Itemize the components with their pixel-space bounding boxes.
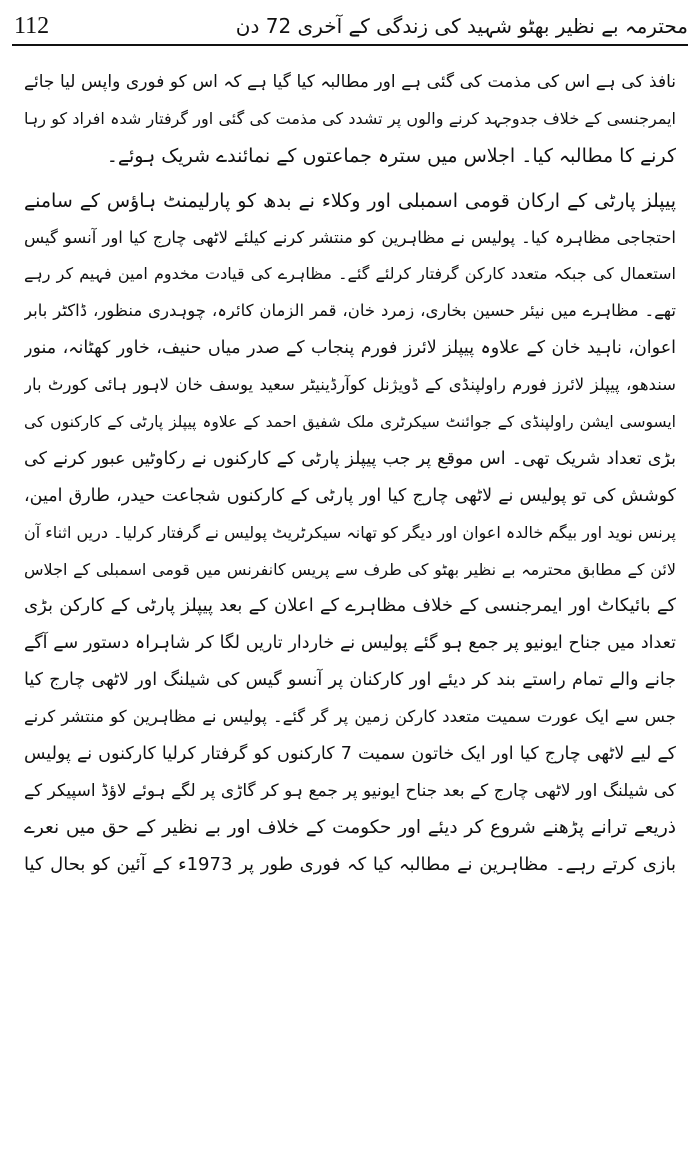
text-line: پرنس نوید اور بیگم خالدہ اعوان اور دیگر کو تھانہ سیکرٹریٹ پولیس نے گرفتار کرلیا۔ دریں اثناء آن <box>24 522 676 542</box>
paragraph-2 <box>24 183 676 884</box>
running-title: محترمہ بے نظیر بھٹو شہید کی زندگی کے آخری 72 دن <box>235 14 688 38</box>
text-line: استعمال کی جبکہ متعدد کارکن گرفتار کرلئے گئے۔ مظاہرے کی قیادت مخدوم امین فہیم کر رہے <box>24 264 676 284</box>
paragraph-gap <box>24 175 676 183</box>
page-header <box>14 6 688 46</box>
text-line: کی شیلنگ اور لاٹھی چارج کے بعد جناح ایونیو پر جمع ہو کر گاڑی پر لگے ہوئے لاؤڈ اسپیکر کے <box>24 780 676 801</box>
text-line: تعداد میں جناح ایونیو پر جمع ہو گئے پولیس نے خاردار تاریں لگا کر شاہراہ دستور سے آگے <box>24 633 676 654</box>
text-line: کے بائیکاٹ اور ایمرجنسی کے خلاف مظاہرے کے اعلان کے بعد پیپلز پارٹی کے کارکن بڑی <box>24 595 676 617</box>
page-number: 112 <box>14 13 50 39</box>
text-line: ذریعے ترانے پڑھنے شروع کر دیئے اور حکومت کے خلاف اور بے نظیر کے حق میں نعرے <box>24 816 676 838</box>
text-line: جانے والے تمام راستے بند کر دیئے اور کارکنان پر آنسو گیس کی شیلنگ اور لاٹھی چارج کیا <box>24 670 676 691</box>
text-line: بڑی تعداد شریک تھی۔ اس موقع پر جب پیپلز پارٹی کے کارکنوں نے رکاوٹیں عبور کرنے کی <box>24 448 676 469</box>
text-line: نافذ کی ہے اس کی مذمت کی گئی ہے اور مطالبہ کیا گیا ہے کہ اس کو فوری واپس لیا جائے <box>24 72 676 92</box>
header-rule <box>12 44 688 46</box>
text-line: کے لیے لاٹھی چارج کیا اور ایک خاتون سمیت 7 کارکنوں کو گرفتار کرلیا کارکنوں نے پولیس <box>24 744 676 765</box>
text-line: اعوان، ناہید خان کے علاوہ پیپلز لائرز فورم پنجاب کے صدر میاں حنیف، خاور کھٹانہ، منور <box>24 338 676 359</box>
text-line: کوشش کی تو پولیس نے لاٹھی چارج کیا اور پارٹی کے کارکنوں شجاعت حیدر، طارق امین، <box>24 485 676 506</box>
text-line: ایسوسی ایشن راولپنڈی کے جوائنٹ سیکرٹری ملک شفیق احمد کے علاوہ پیپلز پارٹی کے کارکنوں کی <box>24 413 676 432</box>
text-line: ایمرجنسی کے خلاف جدوجہد کرنے والوں پر تشدد کی مذمت کی گئی اور گرفتار شدہ افراد کو رہا <box>24 108 676 128</box>
text-line: احتجاجی مظاہرہ کیا۔ پولیس نے مظاہرین کو منتشر کرنے کیلئے لاٹھی چارج کیا اور آنسو گیس <box>24 227 676 247</box>
text-line: جس سے ایک عورت سمیت متعدد کارکن زمین پر گر گئے۔ پولیس نے مظاہرین کو منتشر کرنے <box>24 707 676 727</box>
text-line: کرنے کا مطالبہ کیا۔ اجلاس میں سترہ جماعتوں کے نمائندے شریک ہوئے۔ <box>106 144 676 167</box>
body-text <box>24 64 676 884</box>
text-line: لائن کے مطابق محترمہ بے نظیر بھٹو کی طرف سے پریس کانفرنس میں قومی اسمبلی کے اجلاس <box>24 559 676 579</box>
text-line: پیپلز پارٹی کے ارکان قومی اسمبلی اور وکلاء نے بدھ کو پارلیمنٹ ہاؤس کے سامنے <box>24 189 676 212</box>
text-line: بازی کرتے رہے۔ مظاہرین نے مطالبہ کیا کہ فوری طور پر 1973ء کے آئین کو بحال کیا <box>24 853 676 875</box>
text-line: سندھو، پیپلز لائرز فورم راولپنڈی کے ڈویژنل کوآرڈینیٹر سعید یوسف خان لاہور ہائی کورٹ بار <box>24 375 676 395</box>
paragraph-1 <box>24 64 676 175</box>
text-line: تھے۔ مظاہرے میں نیئر حسین بخاری، زمرد خان، قمر الزمان کائرہ، چوہدری منظور، ڈاکٹر بابر <box>24 301 676 321</box>
